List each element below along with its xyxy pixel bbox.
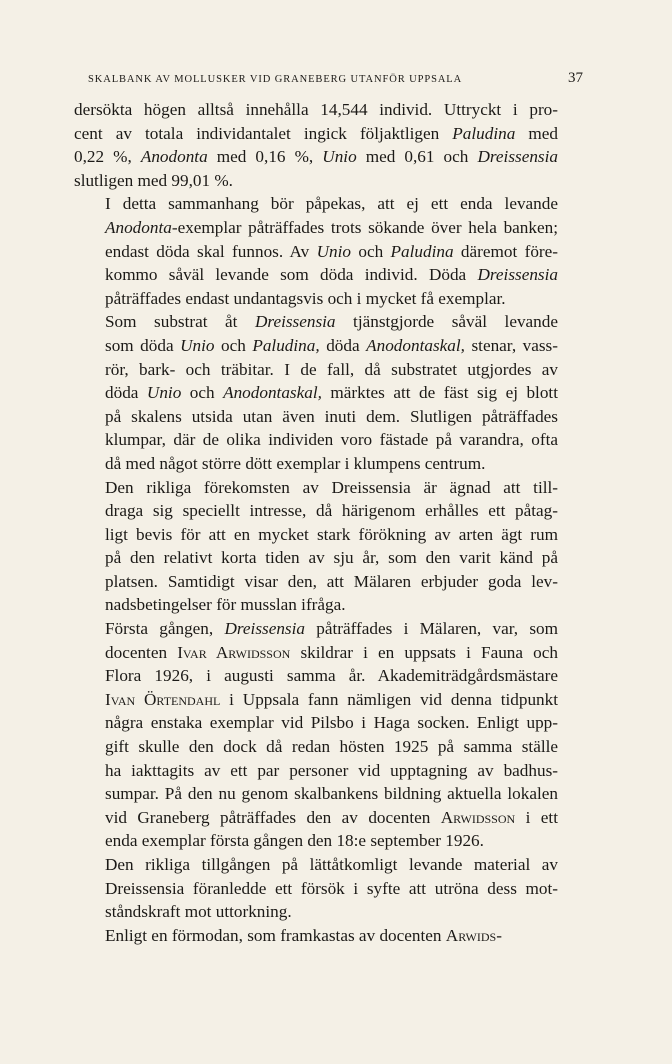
- italic-term: Anodontaskal,: [366, 335, 465, 355]
- text-line: 0,22 %, Anodonta med 0,16 %, Unio med 0,61 och Dreissensia: [74, 147, 558, 167]
- italic-term: Dreissensia: [224, 619, 305, 639]
- italic-term: Anodontaskal,: [223, 383, 322, 403]
- italic-term: Unio: [180, 335, 215, 355]
- paragraph: [74, 924, 558, 948]
- running-header: [88, 70, 583, 87]
- text-line: på skalens utsida utan även inuti dem. Slutligen påträffades: [105, 406, 558, 426]
- italic-term: Dreissensia: [254, 312, 336, 332]
- person-name: Arwidsson: [440, 807, 516, 827]
- text-line: ligt bevis för att en mycket stark förökning av arten ägt rum: [105, 524, 558, 544]
- text-line: Första gången, Dreissensia påträffades i Mälaren, var, som: [105, 619, 558, 639]
- text-line: endast döda skal funnos. Av Unio och Paludina däremot före-: [105, 241, 558, 261]
- person-name: Ivar Arwidsson: [177, 642, 291, 662]
- italic-term: Anodonta: [140, 147, 208, 167]
- body-text: [74, 98, 558, 947]
- text-line: slutligen med 99,01 %.: [74, 170, 233, 190]
- text-line: ha iakttagits av ett par personer vid upptagning av badhus-: [105, 760, 558, 780]
- text-line: döda Unio och Anodontaskal, märktes att de fäst sig ej blott: [105, 383, 558, 403]
- text-line: platsen. Samtidigt visar den, att Mälaren erbjuder goda lev-: [105, 571, 558, 591]
- text-line: I detta sammanhang bör påpekas, att ej ett enda levande: [105, 194, 558, 214]
- text-line: Dreissensia föranledde ett försök i syfte att utröna dess mot-: [105, 878, 558, 898]
- page-number: 37: [568, 70, 583, 86]
- running-title: SKALBANK AV MOLLUSKER VID GRANEBERG UTANFÖR UPPSALA: [88, 74, 463, 85]
- text-line: nadsbetingelser för musslan ifråga.: [105, 595, 346, 615]
- text-line: sumpar. På den nu genom skalbankens bildning aktuella lokalen: [105, 784, 558, 804]
- italic-term: Paludina: [390, 241, 454, 261]
- text-line: Flora 1926, i augusti samma år. Akademiträdgårdsmästare: [105, 666, 558, 686]
- text-line: några enstaka exemplar vid Pilsbo i Haga socken. Enligt upp-: [105, 713, 558, 733]
- paragraph: [74, 853, 558, 924]
- italic-term: Paludina,: [252, 335, 320, 355]
- paragraph: [74, 192, 558, 310]
- text-line: Som substrat åt Dreissensia tjänstgjorde såväl levande: [105, 312, 558, 332]
- text-line: cent av totala individantalet ingick följaktligen Paludina med: [74, 123, 558, 143]
- person-name: Ivan Örtendahl: [105, 689, 221, 709]
- text-line: rör, bark- och träbitar. I de fall, då substratet utgjordes av: [105, 359, 558, 379]
- text-line: gift skulle den dock då redan hösten 1925 på samma ställe: [105, 737, 558, 757]
- text-line: då med något större dött exemplar i klumpens centrum.: [105, 453, 486, 473]
- text-line: på den relativt korta tiden av sju år, som den varit känd på: [105, 548, 558, 568]
- text-line: klumpar, där de olika individen voro fästade på varandra, ofta: [105, 430, 558, 450]
- text-line: vid Graneberg påträffades den av docenten Arwidsson i ett: [105, 807, 558, 827]
- text-line: dersökta högen alltså innehålla 14,544 individ. Uttryckt i pro-: [74, 100, 558, 119]
- text-line: Anodonta-exemplar påträffades trots sökande över hela banken;: [105, 217, 558, 237]
- paragraph: [74, 476, 558, 618]
- italic-term: Unio: [316, 241, 352, 261]
- text-line: Den rikliga tillgången på lättåtkomligt levande material av: [105, 855, 558, 874]
- paragraph: [74, 617, 558, 853]
- person-name: Arwids-: [445, 925, 502, 945]
- text-line: ståndskraft mot uttorkning.: [105, 902, 292, 922]
- italic-term: Dreissensia: [477, 265, 558, 285]
- text-line: Den rikliga förekomsten av Dreissensia är ägnad att till-: [105, 477, 558, 497]
- text-line: Enligt en förmodan, som framkastas av docenten Arwids-: [105, 925, 502, 945]
- italic-term: Unio: [322, 147, 357, 167]
- text-line: enda exemplar första gången den 18:e september 1926.: [105, 831, 484, 851]
- paragraph: [74, 310, 558, 475]
- italic-term: Unio: [146, 383, 182, 403]
- paragraph: [74, 98, 558, 192]
- text-line: Ivan Örtendahl i Uppsala fann nämligen vid denna tidpunkt: [105, 689, 559, 709]
- text-line: påträffades endast undantagsvis och i mycket få exemplar.: [105, 288, 506, 308]
- text-line: som döda Unio och Paludina, döda Anodontaskal, stenar, vass-: [105, 335, 558, 355]
- text-line: kommo såväl levande som döda individ. Döda Dreissensia: [105, 265, 558, 285]
- italic-term: Anodonta: [105, 217, 172, 237]
- text-line: docenten Ivar Arwidsson skildrar i en uppsats i Fauna och: [105, 642, 558, 662]
- italic-term: Paludina: [452, 123, 516, 143]
- italic-term: Dreissensia: [477, 147, 558, 167]
- text-line: draga sig speciellt intresse, då härigenom erhålles ett påtag-: [105, 501, 558, 521]
